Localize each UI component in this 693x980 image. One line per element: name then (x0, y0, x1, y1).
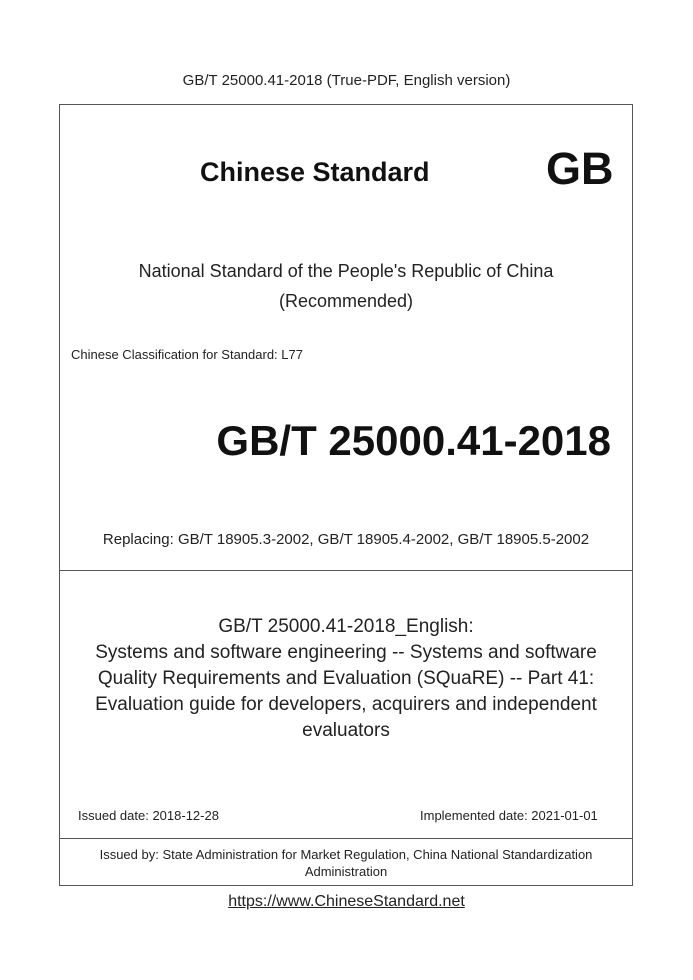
implemented-date: Implemented date: 2021-01-01 (420, 808, 598, 823)
national-standard-heading (59, 256, 633, 316)
replacing-line: Replacing: GB/T 18905.3-2002, GB/T 18905.4-2002, GB/T 18905.5-2002 (102, 531, 590, 548)
standard-number: GB/T 25000.41-2018 (216, 417, 611, 464)
title-line: evaluators (302, 720, 390, 741)
standard-title (59, 614, 633, 744)
issued-by-line-1: Issued by: State Administration for Market Regulation, China National Standardization (99, 847, 593, 862)
national-line-2: (Recommended) (278, 291, 414, 311)
classification: Chinese Classification for Standard: L77 (71, 347, 303, 362)
cover-frame (59, 104, 633, 886)
issued-by-line-2: Administration (304, 864, 388, 879)
title-line: Systems and software engineering -- Systems and software (95, 642, 597, 663)
divider (59, 570, 633, 571)
document-header: GB/T 25000.41-2018 (True-PDF, English version) (182, 72, 511, 89)
divider (59, 838, 633, 839)
issued-by (59, 846, 633, 880)
national-line-1: National Standard of the People's Republic of China (138, 261, 554, 281)
issued-date: Issued date: 2018-12-28 (78, 808, 219, 823)
gb-mark: GB (546, 143, 614, 194)
website-link[interactable]: https://www.ChineseStandard.net (228, 893, 465, 910)
chinese-standard-title: Chinese Standard (200, 157, 430, 187)
footer (0, 893, 693, 911)
title-line: Quality Requirements and Evaluation (SQuaRE) -- Part 41: (97, 668, 595, 689)
title-line: GB/T 25000.41-2018_English: (218, 616, 474, 637)
title-line: Evaluation guide for developers, acquirers and independent (95, 694, 597, 715)
